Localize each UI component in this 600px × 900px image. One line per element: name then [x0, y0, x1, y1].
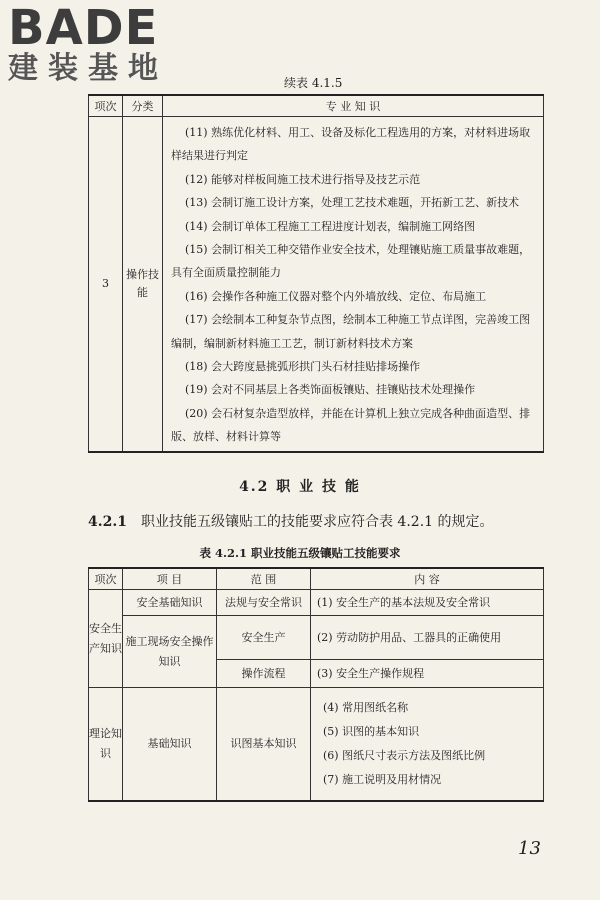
- clause-number: 4.2.1: [88, 514, 127, 530]
- header-item-no: 项次: [89, 95, 123, 117]
- scope-safe-production: 安全生产: [217, 616, 311, 660]
- item-site-safety: 施工现场安全操作知识: [123, 616, 217, 688]
- list-item: (5) 识图的基本知识: [323, 725, 420, 738]
- content-2: (2) 劳动防护用品、工器具的正确使用: [311, 616, 544, 660]
- header-project: 项 目: [123, 568, 217, 590]
- knowledge-list-cell: [163, 117, 544, 452]
- list-item: (15) 会制订相关工种交错作业安全技术，处理镶贴施工质量事故难题，具有全面质量控制能力: [171, 243, 531, 280]
- header-content: 内 容: [311, 568, 544, 590]
- list-item: (6) 图纸尺寸表示方法及图纸比例: [323, 749, 486, 762]
- list-item: (17) 会绘制本工种复杂节点图，绘制本工种施工节点详图，完善竣工图编制，编制新材料施工工艺，制订新材料技术方案: [171, 313, 531, 350]
- table-row: [89, 616, 544, 660]
- table-row: [89, 590, 544, 616]
- continued-table-4-1-5: [88, 94, 544, 453]
- header-scope: 范 围: [217, 568, 311, 590]
- knowledge-list: [163, 117, 543, 451]
- clause-text: 职业技能五级镶贴工的技能要求应符合表 4.2.1 的规定。: [140, 514, 494, 530]
- table-row: [89, 688, 544, 802]
- section-title: 4.2 职 业 技 能: [239, 479, 361, 495]
- header-knowledge: 专 业 知 识: [163, 95, 544, 117]
- group-safety-knowledge: 安全生产知识: [89, 590, 123, 688]
- scope-drawing-reading: 识图基本知识: [217, 688, 311, 802]
- list-item: (16) 会操作各种施工仪器对整个内外墙放线、定位、布局施工: [185, 289, 487, 303]
- table-title: 表 4.2.1 职业技能五级镶贴工技能要求: [199, 546, 401, 560]
- bade-logo: [8, 0, 168, 86]
- continued-table-title: 续表 4.1.5: [284, 76, 343, 90]
- scope-regulations: 法规与安全常识: [217, 590, 311, 616]
- table-row: [89, 117, 544, 452]
- logo-wordmark: BADE: [8, 0, 159, 56]
- skill-requirements-table: [88, 567, 544, 802]
- list-item: (13) 会制订施工设计方案，处理工艺技术难题，开拓新工艺、新技术: [185, 196, 520, 210]
- logo-subtitle: 建装基地: [8, 51, 168, 86]
- list-item: (20) 会石材复杂造型放样，并能在计算机上独立完成各种曲面造型、排版、放样、材料计算等: [171, 406, 531, 444]
- item-safety-basics: 安全基础知识: [123, 590, 217, 616]
- header-category: 分类: [123, 95, 163, 117]
- list-item: (4) 常用图纸名称: [323, 701, 409, 714]
- list-item: (18) 会大跨度悬挑弧形拱门头石材挂贴排场操作: [185, 360, 421, 374]
- content-3: (3) 安全生产操作规程: [311, 660, 544, 688]
- list-item: (19) 会对不同基层上各类饰面板镶贴、挂镶贴技术处理操作: [185, 383, 476, 397]
- page-number: 13: [518, 838, 541, 859]
- scope-process: 操作流程: [217, 660, 311, 688]
- header-item-no: 项次: [89, 568, 123, 590]
- row-number: 3: [89, 117, 123, 452]
- list-item: (14) 会制订单体工程施工工程进度计划表，编制施工网络图: [185, 219, 476, 233]
- content-4-7: [311, 688, 544, 802]
- list-item: (12) 能够对样板间施工技术进行指导及技艺示范: [185, 172, 421, 186]
- item-basic-knowledge: 基础知识: [123, 688, 217, 802]
- list-item: (11) 熟练优化材料、用工、设备及标化工程选用的方案，对材料进场取样结果进行判定: [171, 126, 531, 163]
- clause-4-2-1: [88, 511, 494, 531]
- content-list: [317, 690, 537, 798]
- list-item: (7) 施工说明及用材情况: [323, 773, 442, 786]
- row-category: 操作技能: [123, 117, 163, 452]
- content-1: (1) 安全生产的基本法规及安全常识: [311, 590, 544, 616]
- group-theory-knowledge: 理论知识: [89, 688, 123, 802]
